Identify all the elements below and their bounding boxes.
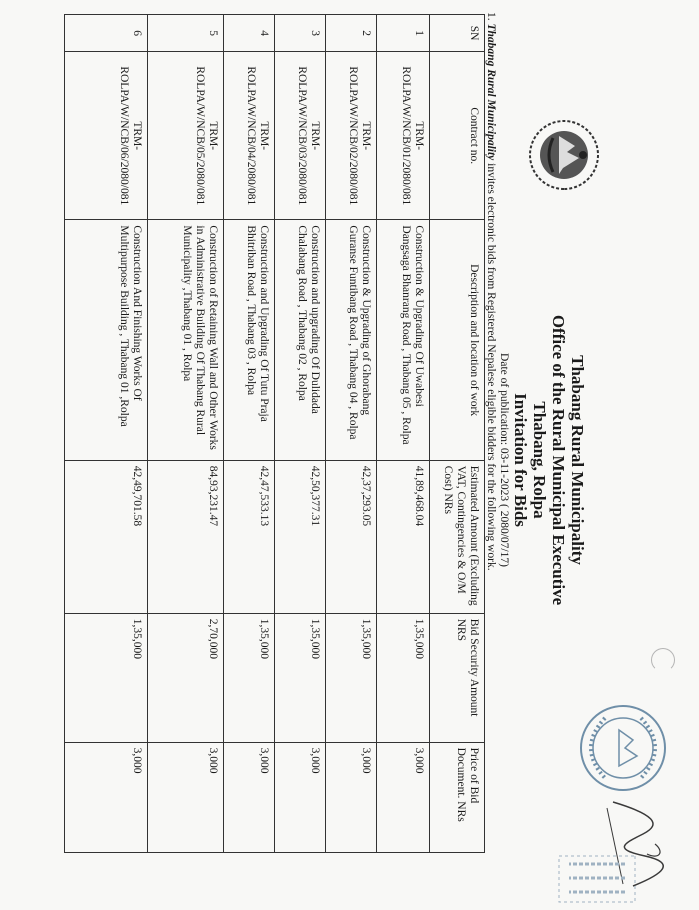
corner-stamp [555,852,639,906]
cell-price: 3,000 [377,742,430,852]
cell-contract: TRM-ROLPA/W/NCB/06/2080/081 [65,52,148,220]
cell-security: 1,35,000 [377,613,430,742]
publication-date: Date of publication: 03-11-2023 ( 2080/07/17) [498,353,510,567]
cell-price: 3,000 [326,742,377,852]
cell-security: 1,35,000 [275,613,326,742]
cell-sn: 4 [224,15,275,52]
cell-description: Construction of Retaining Wall and Other Works in Administrative Building Of Thabang Rural Municipality ,Thabang 01 , Rolpa [148,220,224,460]
cell-description: Construction and Upgrading Of Tutu Praja Bhitriban Road , Thabang 03 , Rolpa [224,220,275,460]
cell-description: Construction & Upgrading of Ghorabang Guranse Funtibang Road , Thabang 04 , Rolpa [326,220,377,460]
table-row [148,15,224,853]
col-header-description: Description and location of work [430,220,485,460]
cell-contract: TRM-ROLPA/W/NCB/01/2080/081 [377,52,430,220]
cell-description: Construction and upgrading Of Dulidada Chalabang Road , Thabang 02 , Rolpa [275,220,326,460]
municipality-name: Thabang Rural Municipality [568,355,587,565]
cell-estimated: 84,93,231.47 [148,460,224,613]
cell-contract: TRM-ROLPA/W/NCB/02/2080/081 [326,52,377,220]
cell-price: 3,000 [148,742,224,852]
table-row [224,15,275,853]
office-seal-stamp [575,700,671,796]
table-row [377,15,430,853]
notice-title: Invitation for Bids [511,393,530,527]
cell-estimated: 42,49,701.58 [65,460,148,613]
cell-contract: TRM-ROLPA/W/NCB/04/2080/081 [224,52,275,220]
col-header-estimated: Estimated Amount (Excluding VAT, Contingencies & O/M Cost) NRs [430,460,485,613]
intro-organization: Thabang Rural Municipality [485,23,497,161]
cell-sn: 3 [275,15,326,52]
office-location: Thabang, Rolpa [530,401,549,519]
cell-estimated: 42,50,377.31 [275,460,326,613]
cell-estimated: 41,89,468.04 [377,460,430,613]
office-name: Office of the Rural Municipal Executive [549,314,568,606]
cell-contract: TRM-ROLPA/W/NCB/05/2080/081 [148,52,224,220]
table-header-row [430,15,485,853]
cell-sn: 6 [65,15,148,52]
cell-description: Construction & Upgrading Of Uwabesi Dangsaga Bhanrang Road , Thabang 05 , Rolpa [377,220,430,460]
bids-table [64,14,485,853]
cell-estimated: 42,47,533.13 [224,460,275,613]
table-row [275,15,326,853]
table-row [326,15,377,853]
nepal-emblem-icon [525,116,603,194]
cell-price: 3,000 [65,742,148,852]
cell-sn: 1 [377,15,430,52]
col-header-contract: Contract no. [430,52,485,220]
cell-security: 1,35,000 [224,613,275,742]
cell-contract: TRM-ROLPA/W/NCB/03/2080/081 [275,52,326,220]
cell-sn: 5 [148,15,224,52]
col-header-price: Price of Bid Document. NRs [430,742,485,852]
cell-price: 3,000 [275,742,326,852]
table-row [65,15,148,853]
pen-mark [651,648,675,672]
cell-estimated: 42,37,293.05 [326,460,377,613]
intro-text: invites electronic bids from Registered Nepalese eligible bidders for the following work. [485,163,497,571]
cell-security: 1,35,000 [326,613,377,742]
cell-price: 3,000 [224,742,275,852]
intro-line [485,12,497,571]
document-header [498,270,587,650]
cell-sn: 2 [326,15,377,52]
cell-security: 2,70,000 [148,613,224,742]
col-header-security: Bid Security Amount NRS [430,613,485,742]
cell-description: Construction And Finishing Works Of Multipurpose Building , Thabang 01 ,Rolpa [65,220,148,460]
intro-number: 1. [485,12,497,21]
col-header-sn: SN [430,15,485,52]
cell-security: 1,35,000 [65,613,148,742]
